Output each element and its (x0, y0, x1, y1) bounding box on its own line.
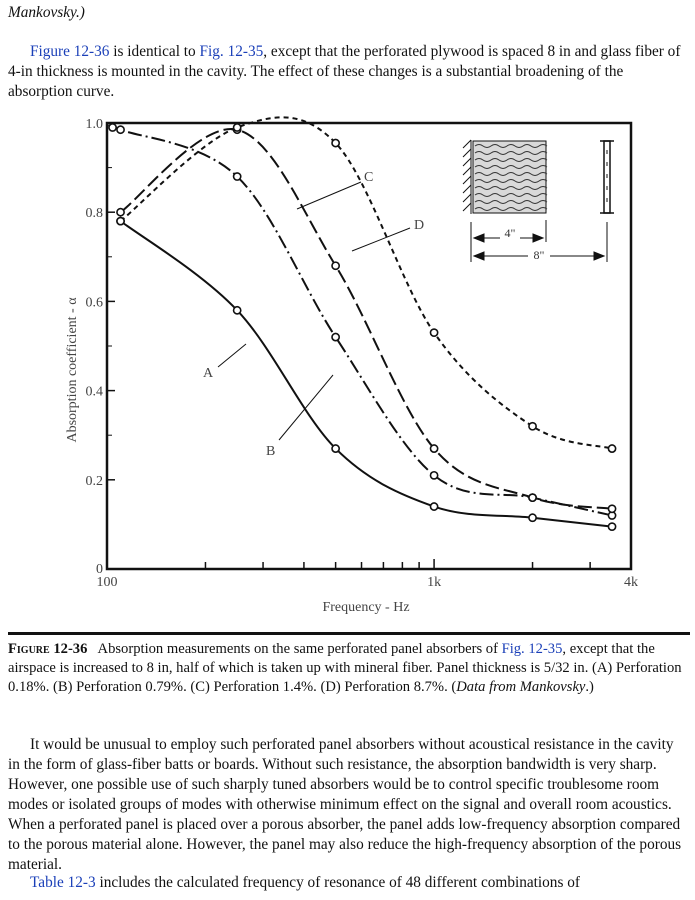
data-point-d-2 (332, 139, 339, 146)
data-point-a-4 (529, 514, 536, 521)
y-tick-label-2: 0.4 (85, 384, 103, 400)
data-point-c-2 (332, 262, 339, 269)
y-tick-label-0: 0 (96, 562, 103, 577)
intro-text-2: , except that the perforated plywood is spaced 8 in and glass fiber of 4-in thickness is mounted in the cavity. The effect of these changes is a substantial broadening of the absorption curve. (8, 43, 681, 100)
label-c: C (364, 170, 374, 185)
intro-paragraph (8, 42, 688, 102)
data-point-c-3 (430, 445, 437, 452)
glass-fiber-icon (473, 141, 547, 213)
y-axis (86, 117, 116, 577)
y-tick-label-4: 0.8 (85, 206, 103, 222)
data-point-d-4 (529, 423, 536, 430)
figure-caption (8, 640, 688, 697)
data-point-b-4 (430, 472, 437, 479)
leader-c (297, 182, 361, 209)
data-point-a-2 (332, 445, 339, 452)
y-tick-label-3: 0.6 (85, 295, 103, 311)
figure-ref-link[interactable]: Fig. 12-35 (199, 43, 264, 60)
panel-construction-inset (460, 136, 620, 268)
caption-text-3: .) (585, 679, 594, 695)
leader-d (352, 228, 410, 251)
absorption-chart (0, 112, 695, 624)
table-link[interactable]: Table 12-3 (30, 874, 96, 891)
data-point-c-0 (117, 209, 124, 216)
data-point-a-5 (608, 523, 615, 530)
data-point-b-1 (117, 126, 124, 133)
data-point-d-0 (117, 218, 124, 225)
figure-12-36 (0, 112, 695, 624)
x-tick-label-2: 4k (624, 575, 638, 590)
label-b: B (266, 444, 276, 459)
body-paragraph-text: It would be unusual to employ such perforated panel absorbers without acoustical resistance in the cavity in the form of glass-fiber batts or boards. Without such resistance, the absorption bandwidth is very sharp. However, one possible use of such sharply tuned absorbers would be to control specific troublesome room modes or isolated groups of modes with otherwise minimum effect on the signal and overall room acoustics. When a perforated panel is placed over a porous absorber, the panel adds low-frequency absorption compared to the porous material alone. However, the panel may also reduce the high-frequency absorption of the porous material. (8, 736, 682, 873)
dim-8in: 8" (533, 248, 545, 262)
data-point-c-5 (608, 505, 615, 512)
figure-link[interactable]: Figure 12-36 (30, 43, 110, 60)
table-paragraph-text: includes the calculated frequency of resonance of 48 different combinations of (95, 874, 580, 891)
intro-text-1: is identical to (109, 43, 200, 60)
data-point-a-1 (234, 307, 241, 314)
dim-4in: 4" (504, 226, 516, 240)
data-point-c-4 (529, 494, 536, 501)
caption-label: Figure 12-36 (8, 641, 88, 657)
table-paragraph (8, 873, 688, 893)
body-paragraph (8, 735, 688, 875)
data-point-b-3 (332, 333, 339, 340)
leader-b (279, 375, 333, 440)
caption-rule (8, 632, 690, 635)
caption-text-2: , except that the airspace is increased to 8 in, half of which is taken up with mineral fiber. Panel thickness is 5/32 in. (A) Perforation 0.18%. (B) Perforation 0.79%. (C) Perforation 1.4%. (D) Perforation 8.7%. ( (8, 641, 682, 695)
leader-a (218, 344, 246, 367)
caption-figure-link[interactable]: Fig. 12-35 (501, 641, 563, 657)
y-tick-label-5: 1.0 (85, 117, 103, 132)
y-tick-label-1: 0.2 (85, 473, 103, 489)
x-axis-label: Frequency - Hz (322, 600, 410, 615)
caption-text-1: Absorption measurements on the same perforated panel absorbers of (87, 641, 502, 657)
data-point-b-0 (109, 124, 116, 131)
data-point-d-5 (608, 445, 615, 452)
label-a: A (203, 366, 214, 381)
data-point-a-3 (430, 503, 437, 510)
data-point-b-2 (234, 173, 241, 180)
data-point-d-1 (234, 124, 241, 131)
x-axis (97, 559, 639, 590)
x-tick-label-1: 1k (427, 575, 442, 590)
data-point-d-3 (430, 329, 437, 336)
label-d: D (414, 218, 425, 233)
y-axis-label: Absorption coefficient - α (65, 297, 80, 443)
caption-source: Data from Mankovsky (456, 679, 586, 695)
top-fragment: Mankovsky.) (8, 4, 85, 21)
x-tick-label-0: 100 (96, 575, 118, 590)
